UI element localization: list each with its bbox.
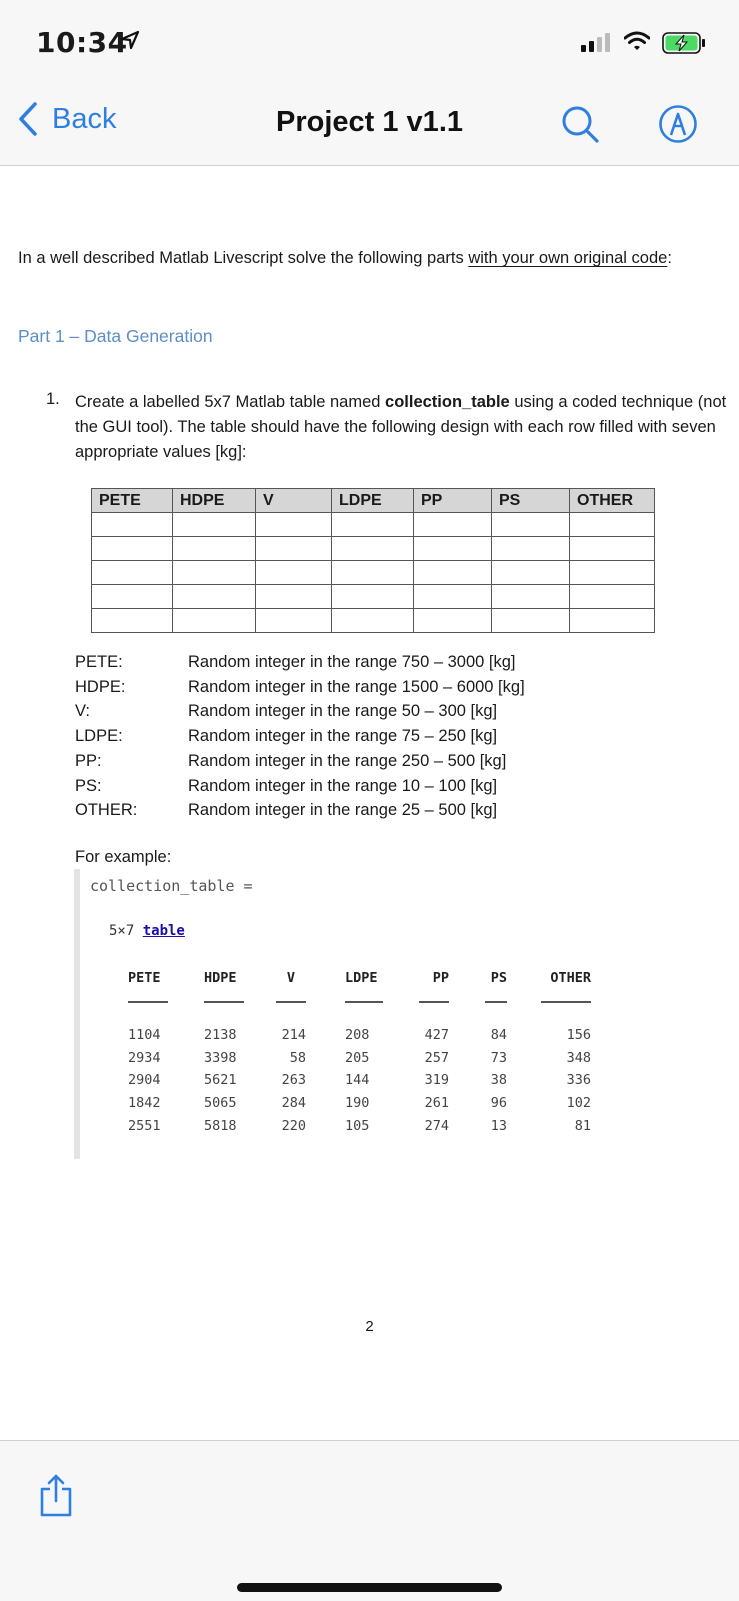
example-column-header: V: [286, 970, 296, 986]
example-column: [345, 970, 383, 1140]
example-value-cell: 257: [424, 1049, 449, 1066]
design-empty-cell: [256, 585, 332, 609]
example-value-cell: 38: [490, 1072, 507, 1089]
definition-row: [75, 650, 525, 675]
definition-row: [75, 724, 525, 749]
example-value-cell: 261: [424, 1095, 449, 1112]
design-empty-cell: [414, 537, 492, 561]
example-value-cell: 84: [490, 1027, 507, 1043]
status-time: 10:34: [36, 26, 128, 59]
example-value-cell: 5818: [204, 1117, 237, 1134]
example-value-cell: 427: [424, 1027, 449, 1043]
design-empty-cell: [332, 585, 414, 609]
design-empty-cell: [570, 585, 655, 609]
design-empty-cell: [92, 537, 173, 561]
design-empty-cell: [92, 513, 173, 537]
definition-key: PETE:: [75, 653, 123, 671]
example-column: [419, 970, 449, 1140]
underlined-phrase: with your own original code: [468, 249, 668, 267]
example-value-cell: 263: [281, 1072, 306, 1089]
search-icon[interactable]: [560, 104, 600, 144]
design-empty-cell: [256, 609, 332, 633]
example-value-cell: 2138: [204, 1027, 237, 1043]
definition-text: Random integer in the range 25 – 500 [kg]: [188, 801, 498, 820]
design-header-cell: HDPE: [173, 489, 256, 513]
design-empty-cell: [332, 561, 414, 585]
definition-text: Random integer in the range 50 – 300 [kg]: [188, 702, 498, 721]
definition-key: PP:: [75, 751, 102, 770]
definition-key: HDPE:: [75, 677, 126, 696]
back-button[interactable]: [18, 102, 116, 136]
design-table: [91, 488, 655, 633]
design-table-row: [92, 537, 655, 561]
design-empty-cell: [492, 513, 570, 537]
definition-text: Random integer in the range 250 – 500 [kg]: [188, 751, 507, 770]
example-value-cell: 144: [345, 1072, 370, 1089]
table-name-bold: collection_table: [385, 393, 510, 411]
design-header-cell: PP: [414, 489, 492, 513]
example-value-cell: 2904: [128, 1072, 161, 1089]
example-value-cell: 284: [281, 1095, 306, 1112]
design-empty-cell: [414, 513, 492, 537]
example-value-cell: 102: [566, 1095, 591, 1112]
table-size-line: 5×7 table: [109, 923, 185, 939]
example-value-cell: 5065: [204, 1095, 237, 1112]
design-header-cell: LDPE: [332, 489, 414, 513]
top-navigation-area: [0, 0, 739, 166]
definition-key: V:: [75, 702, 90, 721]
cellular-signal-icon: [581, 32, 615, 52]
page-title: Project 1 v1.1: [276, 106, 463, 138]
design-empty-cell: [492, 537, 570, 561]
definition-text: Random integer in the range 1500 – 6000 [kg]: [188, 677, 525, 696]
example-column-header: LDPE: [345, 970, 378, 986]
design-empty-cell: [92, 585, 173, 609]
example-value-cell: 348: [566, 1049, 591, 1066]
question-number: 1.: [46, 390, 60, 408]
example-value-cell: 73: [490, 1049, 507, 1066]
example-column: [276, 970, 306, 1140]
definition-key: LDPE:: [75, 727, 123, 746]
home-indicator[interactable]: [237, 1583, 502, 1592]
design-empty-cell: [332, 537, 414, 561]
example-column: [204, 970, 244, 1140]
definition-row: [75, 798, 525, 823]
back-label: Back: [52, 102, 117, 135]
example-value-cell: 2934: [128, 1049, 161, 1066]
design-empty-cell: [256, 513, 332, 537]
design-empty-cell: [414, 561, 492, 585]
example-value-cell: 214: [281, 1027, 306, 1043]
table-link[interactable]: table: [142, 923, 185, 939]
design-header-cell: PETE: [92, 489, 173, 513]
design-empty-cell: [492, 561, 570, 585]
example-column-header: OTHER: [550, 970, 591, 986]
document-page: [0, 166, 739, 1440]
design-empty-cell: [332, 513, 414, 537]
header-underline: [541, 1001, 591, 1003]
design-empty-cell: [92, 561, 173, 585]
bottom-toolbar: [0, 1440, 739, 1601]
definition-row: [75, 774, 525, 799]
design-empty-cell: [570, 537, 655, 561]
design-table-row: [92, 561, 655, 585]
design-header-cell: V: [256, 489, 332, 513]
example-column-header: PS: [490, 970, 507, 986]
markup-pen-icon[interactable]: [658, 104, 698, 144]
example-column: [485, 970, 507, 1140]
example-value-cell: 2551: [128, 1117, 161, 1134]
design-table-row: [92, 609, 655, 633]
design-empty-cell: [173, 537, 256, 561]
design-header-cell: PS: [492, 489, 570, 513]
example-column-header: PP: [432, 970, 449, 986]
example-value-cell: 58: [289, 1049, 306, 1066]
header-underline: [345, 1001, 383, 1003]
design-empty-cell: [492, 585, 570, 609]
design-empty-cell: [256, 561, 332, 585]
example-value-cell: 96: [490, 1095, 507, 1112]
example-label: For example:: [75, 848, 172, 866]
share-icon[interactable]: [38, 1473, 74, 1517]
definition-text: Random integer in the range 75 – 250 [kg]: [188, 727, 498, 746]
example-value-cell: 190: [345, 1095, 370, 1112]
column-definitions: [75, 650, 525, 823]
header-underline: [128, 1001, 168, 1003]
header-underline: [276, 1001, 306, 1003]
header-underline: [419, 1001, 449, 1003]
design-empty-cell: [173, 585, 256, 609]
part-heading: Part 1 – Data Generation: [18, 326, 213, 346]
chevron-left-icon: [18, 102, 38, 136]
livescript-output-block: [74, 869, 620, 1159]
design-empty-cell: [414, 609, 492, 633]
variable-display-line: collection_table =: [90, 877, 253, 895]
example-value-cell: 205: [345, 1049, 370, 1066]
example-value-cell: 3398: [204, 1049, 237, 1066]
design-header-cell: OTHER: [570, 489, 655, 513]
design-empty-cell: [332, 609, 414, 633]
example-value-cell: 13: [490, 1117, 507, 1134]
example-value-cell: 1842: [128, 1095, 161, 1112]
example-column-header: HDPE: [204, 970, 237, 986]
page-number: 2: [365, 1318, 374, 1335]
design-empty-cell: [570, 513, 655, 537]
definition-text: Random integer in the range 750 – 3000 [kg]: [188, 653, 516, 671]
intro-paragraph: In a well described Matlab Livescript solve the following parts with your own original code:: [18, 249, 672, 267]
example-value-cell: 208: [345, 1027, 370, 1043]
example-value-cell: 156: [566, 1027, 591, 1043]
design-table-row: [92, 513, 655, 537]
design-empty-cell: [92, 609, 173, 633]
example-column-header: PETE: [128, 970, 161, 986]
design-empty-cell: [256, 537, 332, 561]
example-value-cell: 319: [424, 1072, 449, 1089]
definition-row: [75, 749, 525, 774]
definition-key: PS:: [75, 776, 102, 795]
example-value-cell: 336: [566, 1072, 591, 1089]
design-empty-cell: [173, 561, 256, 585]
definition-text: Random integer in the range 10 – 100 [kg]: [188, 776, 498, 795]
design-empty-cell: [173, 609, 256, 633]
question-text: Create a labelled 5x7 Matlab table named collection_table using a coded technique (not the GUI tool). The table should have the following design with each row filled with seven appropriate values [kg]:: [75, 393, 727, 461]
design-empty-cell: [414, 585, 492, 609]
definition-row: [75, 699, 525, 724]
example-value-cell: 81: [574, 1117, 591, 1134]
example-value-cell: 1104: [128, 1027, 161, 1043]
location-arrow-icon: [120, 30, 140, 50]
design-table-row: [92, 585, 655, 609]
example-column: [128, 970, 168, 1140]
header-underline: [204, 1001, 244, 1003]
example-value-cell: 220: [281, 1117, 306, 1134]
design-empty-cell: [570, 561, 655, 585]
definition-key: OTHER:: [75, 801, 138, 820]
design-empty-cell: [492, 609, 570, 633]
example-value-cell: 105: [345, 1117, 370, 1134]
design-empty-cell: [173, 513, 256, 537]
example-column: [541, 970, 591, 1140]
battery-charging-icon: [662, 32, 706, 54]
wifi-icon: [624, 30, 650, 52]
definition-row: [75, 675, 525, 700]
example-value-cell: 5621: [204, 1072, 237, 1089]
design-empty-cell: [570, 609, 655, 633]
example-value-cell: 274: [424, 1117, 449, 1134]
header-underline: [485, 1001, 507, 1003]
